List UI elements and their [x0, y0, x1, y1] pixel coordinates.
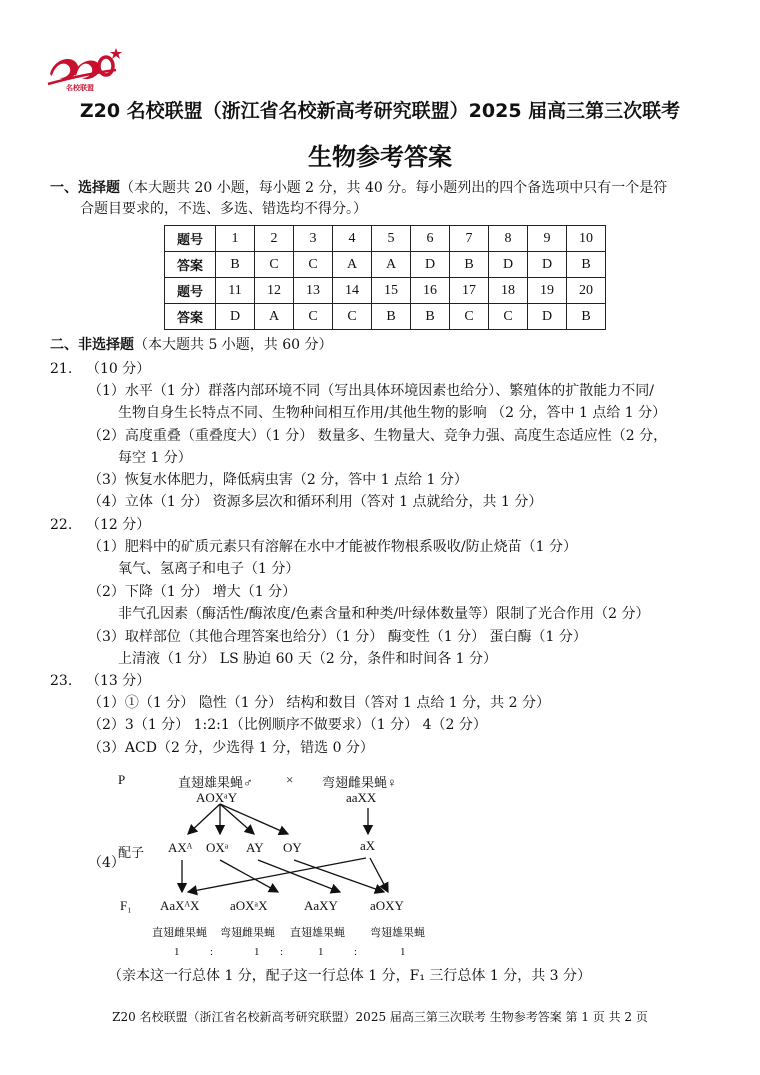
a-cell: D [216, 304, 255, 330]
q23-scoring-note: （亲本这一行总体 1 分，配子这一行总体 1 分，F₁ 三行总体 1 分，共 3 分） [108, 968, 592, 984]
q23-score: （13 分） [86, 673, 151, 689]
a-cell: A [333, 252, 372, 278]
section1-heading [50, 178, 667, 198]
offspring-genotype: AaXᴬX [160, 898, 200, 913]
section2-label: 二、非选择题 [50, 337, 134, 353]
row-header-q: 题号 [165, 226, 216, 252]
a-cell: A [255, 304, 294, 330]
male-gamete: OY [283, 840, 302, 855]
answer-table-row-q1 [165, 226, 606, 252]
section1-label: 一、选择题 [50, 180, 120, 196]
a-cell: C [450, 304, 489, 330]
section1-desc-line2: 合题目要求的，不选、多选、错选均不得分。） [80, 201, 367, 217]
q-cell: 16 [411, 278, 450, 304]
q22-line: （1）肥料中的矿质元素只有溶解在水中才能被作物根系吸收/防止烧苗（1 分） [88, 539, 577, 555]
q22-line: （2）下降（1 分） 增大（1 分） [88, 584, 297, 600]
male-gamete: OXᵃ [206, 840, 229, 855]
section1-desc-line1: （本大题共 20 小题，每小题 2 分，共 40 分。每小题列出的四个备选项中只有一个是符 [120, 180, 668, 196]
offspring-genotype: aOXY [370, 898, 404, 913]
q21-number: 21. [50, 361, 73, 377]
q-cell: 12 [255, 278, 294, 304]
parent-label: P [118, 772, 126, 787]
ratio-colon: : [280, 946, 284, 958]
a-cell: C [489, 304, 528, 330]
q21-line: （1）水平（1 分）群落内部环境不同（写出具体环境因素也给分）、繁殖体的扩散能力不同/ [88, 383, 654, 399]
section2-desc: （本大题共 5 小题，共 60 分） [134, 337, 333, 353]
q21-score: （10 分） [86, 361, 151, 377]
ratio-value: 1 [400, 946, 406, 958]
ratio-colon: : [354, 946, 358, 958]
a-cell: D [528, 252, 567, 278]
a-cell: D [528, 304, 567, 330]
page-footer: Z20 名校联盟（浙江省名校新高考研究联盟）2025 届高三第三次联考 生物参考答案 第 1 页 共 2 页 [112, 1010, 648, 1024]
q-cell: 20 [567, 278, 606, 304]
q21-line: （2）高度重叠（重叠度大）（1 分） 数量多、生物量大、竞争力强、高度生态适应性（2 分， [88, 428, 668, 444]
genetic-cross-diagram [108, 764, 448, 964]
offspring-phenotype: 直翅雄果蝇 [290, 927, 345, 939]
q23-line: （1）①（1 分） 隐性（1 分） 结构和数目（答对 1 点给 1 分，共 2 分） [88, 695, 550, 711]
q23-line: （3）ACD（2 分，少选得 1 分，错选 0 分） [88, 740, 374, 756]
gamete-label: 配子 [118, 845, 145, 860]
row-header-q: 题号 [165, 278, 216, 304]
q-cell: 10 [567, 226, 606, 252]
a-cell: C [333, 304, 372, 330]
q-cell: 4 [333, 226, 372, 252]
offspring-phenotype: 直翅雌果蝇 [152, 927, 207, 939]
q21-line: 每空 1 分） [118, 450, 192, 466]
q-cell: 6 [411, 226, 450, 252]
q-cell: 7 [450, 226, 489, 252]
male-genotype: AOXᵃY [196, 790, 238, 805]
a-cell: A [372, 252, 411, 278]
document-subtitle: 生物参考答案 [308, 143, 452, 171]
offspring-genotype: aOXᵃX [230, 898, 268, 913]
a-cell: D [411, 252, 450, 278]
cross-symbol: × [286, 772, 294, 787]
male-gamete: AXᴬ [168, 840, 193, 855]
q21-line: （3）恢复水体肥力，降低病虫害（2 分，答中 1 点给 1 分） [88, 472, 468, 488]
q22-number: 22. [50, 517, 73, 533]
q-cell: 8 [489, 226, 528, 252]
answer-table-row-a1 [165, 252, 606, 278]
row-header-a: 答案 [165, 252, 216, 278]
q-cell: 1 [216, 226, 255, 252]
q-cell: 15 [372, 278, 411, 304]
q23-line: （2）3（1 分） 1:2:1（比例顺序不做要求）（1 分） 4（2 分） [88, 717, 487, 733]
a-cell: C [255, 252, 294, 278]
q22-score: （12 分） [86, 517, 151, 533]
a-cell: C [294, 252, 333, 278]
q-cell: 11 [216, 278, 255, 304]
male-gamete: AY [246, 840, 264, 855]
q21-line: （4）立体（1 分） 资源多层次和循环利用（答对 1 点就给分，共 1 分） [88, 494, 543, 510]
offspring-genotype: AaXY [304, 898, 338, 913]
male-parent-name: 直翅雄果蝇♂ [178, 775, 253, 790]
ratio-colon: : [210, 946, 214, 958]
section2-heading [50, 335, 333, 355]
a-cell: D [489, 252, 528, 278]
answer-table-row-q2 [165, 278, 606, 304]
q-cell: 17 [450, 278, 489, 304]
f1-label: F₁ [120, 898, 132, 913]
ratio-value: 1 [174, 946, 180, 958]
q21-line: 生物自身生长特点不同、生物种间相互作用/其他生物的影响 （2 分，答中 1 点给 1 分） [118, 405, 667, 421]
a-cell: C [294, 304, 333, 330]
female-parent-name: 弯翅雌果蝇♀ [322, 775, 397, 790]
q-cell: 9 [528, 226, 567, 252]
q-cell: 13 [294, 278, 333, 304]
q-cell: 14 [333, 278, 372, 304]
a-cell: B [567, 252, 606, 278]
answer-table-row-a2 [165, 304, 606, 330]
a-cell: B [411, 304, 450, 330]
ratio-value: 1 [254, 946, 260, 958]
q22-line: 非气孔因素（酶活性/酶浓度/色素含量和种类/叶绿体数量等）限制了光合作用（2 分） [118, 606, 650, 622]
answer-table [164, 225, 606, 330]
q23-part4-label: （4） [88, 855, 125, 871]
q-cell: 3 [294, 226, 333, 252]
q22-line: 氧气、氢离子和电子（1 分） [118, 561, 300, 577]
ratio-value: 1 [318, 946, 324, 958]
q-cell: 18 [489, 278, 528, 304]
q-cell: 2 [255, 226, 294, 252]
q-cell: 19 [528, 278, 567, 304]
a-cell: B [372, 304, 411, 330]
offspring-phenotype: 弯翅雄果蝇 [370, 927, 425, 939]
q22-line: （3）取样部位（其他合理答案也给分）（1 分） 酶变性（1 分） 蛋白酶（1 分） [88, 629, 587, 645]
female-gamete: aX [360, 838, 376, 853]
q22-line: 上清液（1 分） LS 胁迫 60 天（2 分，条件和时间各 1 分） [118, 651, 498, 667]
offspring-phenotype: 弯翅雌果蝇 [220, 927, 275, 939]
female-genotype: aaXX [346, 790, 377, 805]
a-cell: B [567, 304, 606, 330]
logo-text: 名校联盟 [66, 84, 94, 92]
q23-number: 23. [50, 673, 73, 689]
a-cell: B [450, 252, 489, 278]
a-cell: B [216, 252, 255, 278]
q-cell: 5 [372, 226, 411, 252]
document-title: Z20 名校联盟（浙江省名校新高考研究联盟）2025 届高三第三次联考 [79, 100, 681, 122]
row-header-a: 答案 [165, 304, 216, 330]
